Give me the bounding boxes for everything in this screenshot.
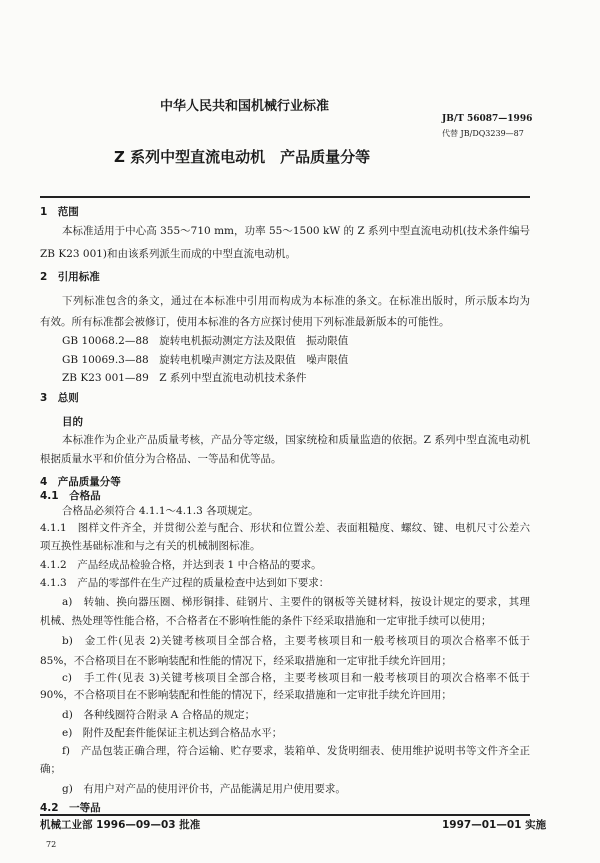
document-title: Z 系列中型直流电动机 产品质量分等 xyxy=(114,148,371,166)
effective-date: 1997—01—01 实施 xyxy=(442,819,547,831)
paragraph-line: 机械、热处理等性能合格，不合格者在不影响性能的条件下经采取措施和一定审批手续可以使用； xyxy=(40,615,492,627)
item-c: c) 手工件(见表 3)关键考核项目全部合格，主要考核项目和一般考核项目的项次合格率不低于 xyxy=(62,672,530,684)
section-3-heading: 3 总则 xyxy=(40,392,79,404)
paragraph-line: 确； xyxy=(40,763,61,775)
paragraph-line: 85%，不合格项目在不影响装配和性能的情况下，经采取措施和一定审批手续允许回用； xyxy=(40,655,452,667)
page-number: 72 xyxy=(46,840,57,849)
item-d: d) 各种线圈符合附录 A 合格品的规定； xyxy=(62,709,256,721)
paragraph-line: 本标准作为企业产品质量考核，产品分等定级，国家统检和质量监造的依据。Z 系列中型直流电动机 xyxy=(62,434,530,446)
item-e: e) 附件及配套件能保证主机达到合格品水平； xyxy=(62,727,283,739)
paragraph-line: 90%，不合格项目在不影响装配和性能的情况下，经采取措施和一定审批手续允许回用； xyxy=(40,689,452,701)
reference-item: GB 10068.2—88 旋转电机振动测定方法及限值 振动限值 xyxy=(62,335,349,347)
item-f: f) 产品包装正确合理，符合运输、贮存要求，装箱单、发货明细表、使用维护说明书等文件齐全正 xyxy=(62,745,530,757)
replaces-code: 代替 JB/DQ3239—87 xyxy=(442,129,524,138)
clause-4-1-1: 4.1.1 图样文件齐全，并贯彻公差与配合、形状和位置公差、表面粗糙度、螺纹、键、电机尺寸公差六 xyxy=(40,522,530,534)
footer-rule xyxy=(40,814,530,816)
standard-code: JB/T 56087—1996 xyxy=(442,114,533,124)
reference-item: ZB K23 001—89 Z 系列中型直流电动机技术条件 xyxy=(62,372,307,384)
section-1-heading: 1 范围 xyxy=(40,206,79,218)
subheading: 目的 xyxy=(62,416,83,428)
paragraph-line: 本标准适用于中心高 355～710 mm，功率 55～1500 kW 的 Z 系列中型直流电动机(技术条件编号 xyxy=(62,225,530,237)
section-4-2-heading: 4.2 一等品 xyxy=(40,802,101,814)
section-4-1-heading: 4.1 合格品 xyxy=(40,490,101,502)
item-g: g) 有用户对产品的使用评价书，产品能满足用户使用要求。 xyxy=(62,783,346,795)
paragraph-line: 有效。所有标准都会被修订，使用本标准的各方应探讨使用下列标准最新版本的可能性。 xyxy=(40,316,450,328)
paragraph-line: 根据质量水平和价值分为合格品、一等品和优等品。 xyxy=(40,453,282,465)
section-2-heading: 2 引用标准 xyxy=(40,271,100,283)
header-rule xyxy=(40,196,530,198)
section-4-heading: 4 产品质量分等 xyxy=(40,476,121,488)
clause-4-1-2: 4.1.2 产品经成品检验合格，并达到表 1 中合格品的要求。 xyxy=(40,559,322,571)
item-a: a) 转轴、换向器压圈、梯形铜排、硅钢片、主要件的钢板等关键材料，按设计规定的要求，其理 xyxy=(62,596,530,608)
issuing-organization: 中华人民共和国机械行业标准 xyxy=(160,99,330,114)
approval-date: 机械工业部 1996—09—03 批准 xyxy=(40,819,201,831)
paragraph-line: ZB K23 001)和由该系列派生而成的中型直流电动机。 xyxy=(40,248,297,260)
paragraph-line: 项互换性基础标准和与之有关的机械制图标准。 xyxy=(40,540,261,552)
clause-4-1-3: 4.1.3 产品的零部件在生产过程的质量检查中达到如下要求： xyxy=(40,577,330,589)
paragraph-line: 合格品必须符合 4.1.1～4.1.3 各项规定。 xyxy=(62,505,259,517)
paragraph-line: 下列标准包含的条文，通过在本标准中引用而构成为本标准的条文。在标准出版时，所示版本均为 xyxy=(62,295,530,307)
reference-item: GB 10069.3—88 旋转电机噪声测定方法及限值 噪声限值 xyxy=(62,354,349,366)
item-b: b) 金工件(见表 2)关键考核项目全部合格，主要考核项目和一般考核项目的项次合格率不低于 xyxy=(62,635,530,647)
